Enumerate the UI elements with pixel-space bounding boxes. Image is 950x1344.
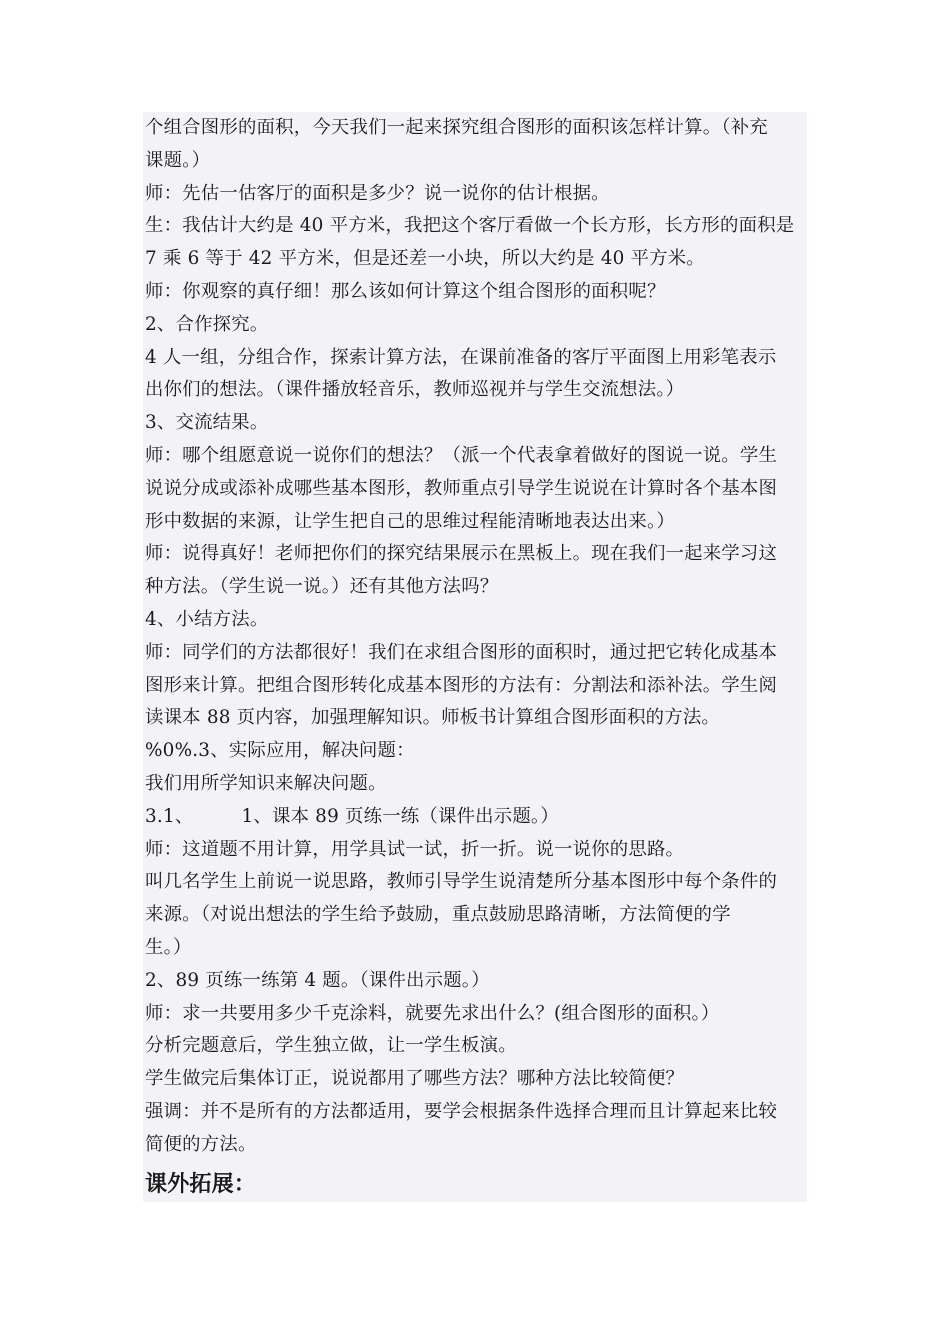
- document-body: [145, 112, 805, 1206]
- list-item: [145, 801, 805, 834]
- section-heading: 3、交流结果。: [145, 412, 269, 434]
- text-line: 图形来计算。把组合图形转化成基本图形的方法有：分割法和添补法。学生阅: [145, 674, 778, 696]
- text-line: 2、89 页练一练第 4 题。（课件出示题。）: [145, 969, 490, 991]
- text-line: 强调：并不是所有的方法都适用，要学会根据条件选择合理而且计算起来比较: [145, 1100, 778, 1122]
- text-line: 读课本 88 页内容，加强理解知识。师板书计算组合图形面积的方法。: [145, 707, 721, 729]
- text-line: 种方法。（学生说一说。）还有其他方法吗？: [145, 576, 499, 598]
- section-heading: 4、小结方法。: [145, 608, 269, 630]
- text-line: 师：你观察的真仔细！那么该如何计算这个组合图形的面积呢？: [145, 280, 666, 302]
- text-line: 师：同学们的方法都很好！我们在求组合图形的面积时，通过把它转化成基本: [145, 641, 778, 663]
- text-line: 师：说得真好！老师把你们的探究结果展示在黑板上。现在我们一起来学习这: [145, 543, 778, 565]
- text-line: 我们用所学知识来解决问题。: [145, 772, 387, 794]
- text-line: 说说分成或添补成哪些基本图形，教师重点引导学生说说在计算时各个基本图: [145, 477, 778, 499]
- text-line: 师：求一共要用多少千克涂料，就要先求出什么？(组合图形的面积。）: [145, 1002, 720, 1024]
- extension-heading: 课外拓展：: [145, 1170, 257, 1197]
- text-line: 出你们的想法。（课件播放轻音乐，教师巡视并与学生交流想法。）: [145, 379, 685, 401]
- text-line: 师：哪个组愿意说一说你们的想法？（派一个代表拿着做好的图说一说。学生: [145, 444, 778, 466]
- list-item-number: 3.1、: [145, 805, 194, 827]
- text-line: 4 人一组，分组合作，探索计算方法，在课前准备的客厅平面图上用彩笔表示: [145, 346, 777, 368]
- text-line: 叫几名学生上前说一说思路，教师引导学生说清楚所分基本图形中每个条件的: [145, 871, 778, 893]
- text-line: 形中数据的来源，让学生把自己的思维过程能清晰地表达出来。）: [145, 510, 675, 532]
- text-line: 学生做完后集体订正，说说都用了哪些方法？哪种方法比较简便？: [145, 1068, 685, 1090]
- text-line: 来源。（对说出想法的学生给予鼓励，重点鼓励思路清晰，方法简便的学: [145, 904, 731, 926]
- list-item-text: 1、课本 89 页练一练（课件出示题。）: [241, 805, 559, 827]
- text-line: 生。）: [145, 936, 192, 958]
- text-line: 简便的方法。: [145, 1133, 257, 1155]
- section-heading: %0%.3、实际应用，解决问题：: [145, 740, 415, 762]
- text-line: 7 乘 6 等于 42 平方米，但是还差一小块，所以大约是 40 平方米。: [145, 248, 705, 270]
- text-line: 生：我估计大约是 40 平方米，我把这个客厅看做一个长方形，长方形的面积是: [145, 215, 795, 237]
- text-line: 师：先估一估客厅的面积是多少？说一说你的估计根据。: [145, 182, 610, 204]
- section-heading: 2、合作探究。: [145, 313, 269, 335]
- text-line: 课题。）: [145, 149, 211, 171]
- text-line: 师：这道题不用计算，用学具试一试，折一折。说一说你的思路。: [145, 838, 685, 860]
- text-line: 分析完题意后，学生独立做，让一学生板演。: [145, 1035, 517, 1057]
- text-line: 个组合图形的面积，今天我们一起来探究组合图形的面积该怎样计算。（补充: [145, 117, 768, 138]
